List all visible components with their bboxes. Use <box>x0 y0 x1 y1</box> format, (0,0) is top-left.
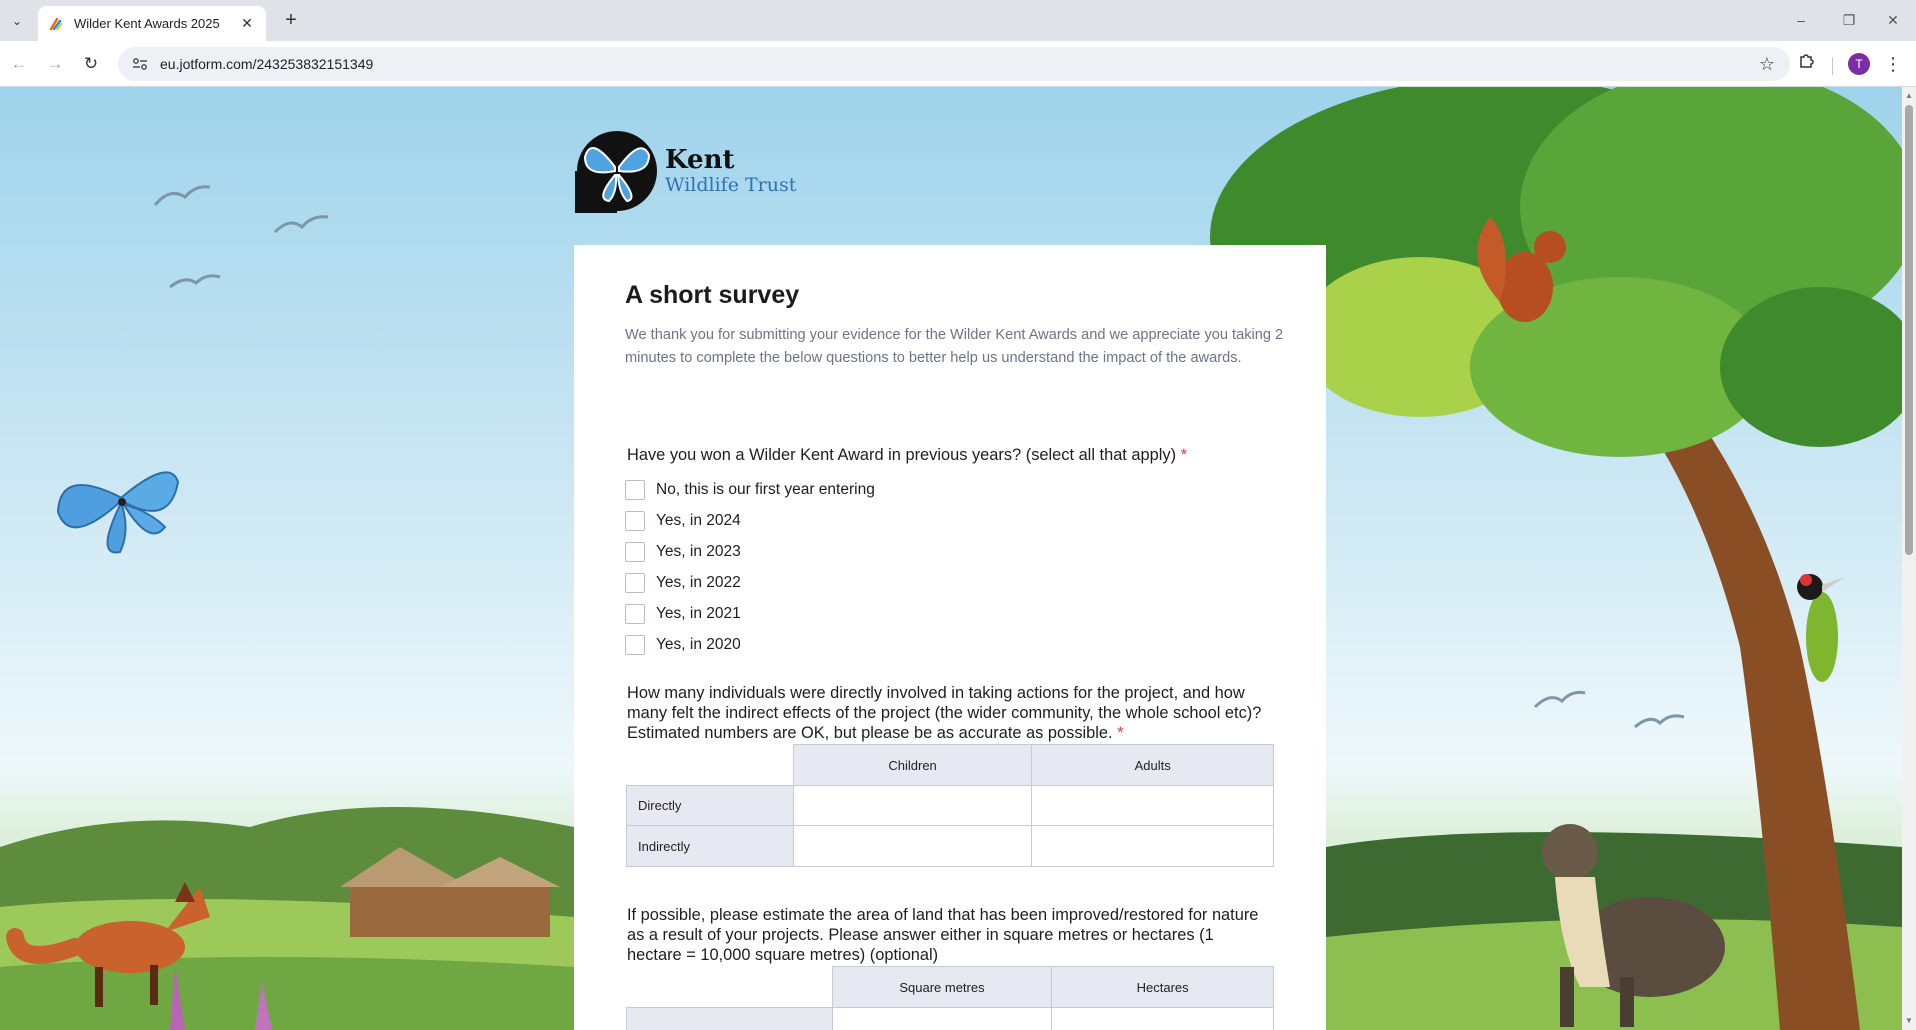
browser-toolbar <box>0 41 1916 87</box>
option-2021[interactable] <box>625 603 741 625</box>
bird-1 <box>155 187 210 205</box>
form-title: A short survey <box>625 281 800 309</box>
kent-wildlife-trust-logo <box>575 127 796 215</box>
jotform-favicon-icon <box>48 16 64 32</box>
checkbox[interactable] <box>625 542 645 562</box>
profile-avatar[interactable]: T <box>1848 53 1870 75</box>
extensions-puzzle-icon[interactable] <box>1794 51 1820 77</box>
matrix-col-header: Adults <box>1032 745 1274 786</box>
checkbox[interactable] <box>625 573 645 593</box>
scroll-down-arrow-icon[interactable]: ▼ <box>1905 1016 1913 1025</box>
left-foreground-grass <box>0 957 574 1030</box>
tab-title: Wilder Kent Awards 2025 <box>74 16 220 31</box>
matrix-col-header: Hectares <box>1052 967 1274 1008</box>
hectares-input[interactable] <box>1052 1008 1274 1030</box>
bird-2 <box>275 217 328 232</box>
matrix-row-header: Indirectly <box>627 826 794 867</box>
page-scrollbar[interactable] <box>1902 87 1916 1030</box>
minimize-icon[interactable]: – <box>1797 12 1805 28</box>
square-metres-input[interactable] <box>832 1008 1052 1030</box>
option-2022[interactable] <box>625 572 741 594</box>
bird-5 <box>1635 716 1684 727</box>
logo-line-kent: Kent <box>665 145 735 175</box>
checkbox[interactable] <box>625 604 645 624</box>
scroll-up-arrow-icon[interactable]: ▲ <box>1905 91 1913 100</box>
restore-icon[interactable]: ❐ <box>1842 12 1856 28</box>
matrix-corner <box>627 967 833 1008</box>
option-2023[interactable] <box>625 541 741 563</box>
toolbar-divider <box>1832 57 1833 75</box>
checkbox[interactable] <box>625 480 645 500</box>
indirectly-adults-input[interactable] <box>1032 826 1274 867</box>
site-settings-icon[interactable] <box>128 52 152 76</box>
question-text: How many individuals were directly involved in taking actions for the project, and how many felt the indirect effects of the project (the wider community, the whole school etc)? Estimated numbers are OK, but please be as accurate as possible. <box>627 684 1262 742</box>
question-previous-awards-label <box>627 445 1187 465</box>
butterfly-illustration <box>58 472 178 552</box>
browser-tab[interactable] <box>38 6 266 41</box>
logo-wordmark <box>665 146 796 196</box>
option-first-year[interactable] <box>625 479 875 501</box>
page-viewport <box>0 87 1902 1030</box>
option-label[interactable]: Yes, in 2022 <box>656 574 741 591</box>
forward-arrow-icon[interactable]: → <box>46 54 64 73</box>
woodpecker-illustration <box>1797 574 1845 682</box>
directly-adults-input[interactable] <box>1032 786 1274 826</box>
tab-strip <box>0 0 1916 41</box>
matrix-row-header: Directly <box>627 786 794 826</box>
land-area-matrix <box>626 966 1274 1030</box>
tab-close-icon[interactable]: ✕ <box>241 15 253 31</box>
tab-search-chevron-icon[interactable]: ⌄ <box>11 14 23 28</box>
checkbox[interactable] <box>625 511 645 531</box>
individuals-matrix <box>626 744 1274 867</box>
url-text[interactable]: eu.jotform.com/243253832151349 <box>160 56 374 72</box>
indirectly-children-input[interactable] <box>793 826 1032 867</box>
question-text: If possible, please estimate the area of land that has been improved/restored for nature as a result of your projects. Please answer either in square metres or hectares (1 hectare = 10,000 square metres) (optional) <box>627 906 1259 964</box>
option-2020[interactable] <box>625 634 741 656</box>
matrix-row-header <box>627 1008 833 1030</box>
question-individuals-label <box>627 683 1267 743</box>
reload-icon[interactable]: ↻ <box>83 54 99 73</box>
option-label[interactable]: Yes, in 2023 <box>656 543 741 560</box>
required-asterisk: * <box>1117 724 1124 742</box>
option-2024[interactable] <box>625 510 741 532</box>
matrix-col-header: Square metres <box>832 967 1052 1008</box>
matrix-col-header: Children <box>793 745 1032 786</box>
required-asterisk: * <box>1180 446 1188 464</box>
barn-building <box>350 882 550 937</box>
address-bar[interactable] <box>118 47 1790 81</box>
new-tab-plus-icon[interactable]: + <box>285 9 297 31</box>
option-label[interactable]: No, this is our first year entering <box>656 481 875 498</box>
option-label[interactable]: Yes, in 2021 <box>656 605 741 622</box>
form-card <box>574 245 1326 1030</box>
butterfly-logo-icon <box>575 129 659 213</box>
question-land-area-label <box>627 905 1267 965</box>
back-arrow-icon[interactable]: ← <box>10 54 28 73</box>
option-label[interactable]: Yes, in 2020 <box>656 636 741 653</box>
window-close-icon[interactable]: ✕ <box>1887 12 1899 28</box>
scrollbar-thumb[interactable] <box>1905 105 1913 555</box>
bird-3 <box>170 276 220 287</box>
bird-4 <box>1535 692 1585 707</box>
matrix-corner <box>627 745 794 786</box>
kebab-menu-icon[interactable]: ⋮ <box>1884 54 1902 74</box>
logo-line-wildlife-trust: Wildlife Trust <box>665 174 797 196</box>
directly-children-input[interactable] <box>793 786 1032 826</box>
option-label[interactable]: Yes, in 2024 <box>656 512 741 529</box>
form-description: We thank you for submitting your evidence for the Wilder Kent Awards and we appreciate you taking 2 minutes to complete the below questions to better help us understand the impact of the awards. <box>625 327 1284 366</box>
checkbox[interactable] <box>625 635 645 655</box>
question-text: Have you won a Wilder Kent Award in previous years? (select all that apply) <box>627 446 1177 464</box>
bookmark-star-icon[interactable]: ☆ <box>1758 53 1776 74</box>
